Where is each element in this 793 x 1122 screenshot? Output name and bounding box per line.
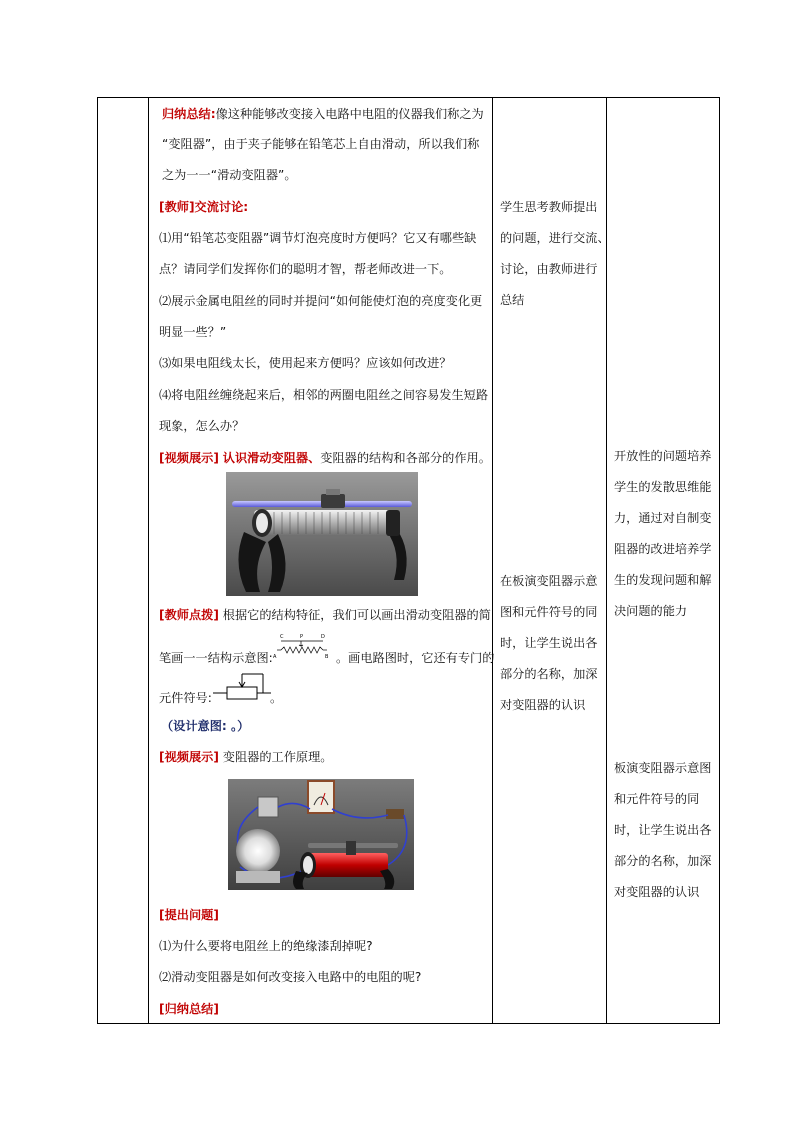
hint-text: 元件符号: <box>159 691 212 705</box>
rheostat-photo <box>226 472 418 596</box>
diagram-label-a: A <box>273 654 277 660</box>
hint-line <box>159 650 273 666</box>
diagram-label-b: B <box>325 654 329 660</box>
note-line: 部分的名称，加深 <box>614 854 712 868</box>
note-line: 对变阻器的认识 <box>614 885 700 899</box>
note-line: 和元件符号的同 <box>614 792 700 806</box>
hint-text: 笔画一一结构示意图: <box>159 651 273 665</box>
video-demo-line <box>159 749 332 765</box>
hint-line <box>159 607 491 623</box>
note-line: 生的发现问题和解 <box>614 573 712 587</box>
note-line: 总结 <box>500 293 525 307</box>
rheostat-symbol <box>213 671 271 705</box>
note-line: 板演变阻器示意图 <box>614 761 712 775</box>
hint-text: 根据它的结构特征，我们可以画出滑动变阻器的简 <box>222 608 491 622</box>
summary-tag: 归纳总结: <box>162 107 216 121</box>
note-line: 学生思考教师提出 <box>500 200 598 214</box>
video-topic: 认识滑动变阻器、 <box>222 451 321 465</box>
question-line: 现象，怎么办？ <box>159 419 245 433</box>
note-line: 讨论，由教师进行 <box>500 262 598 276</box>
student-activity-cell <box>493 98 610 1023</box>
video-tag: [视频展示] <box>159 750 219 764</box>
student-note <box>500 192 610 316</box>
note-line: 在板演变阻器示意 <box>500 574 598 588</box>
diagram-label-p: P <box>300 634 304 640</box>
note-line: 时，让学生说出各 <box>500 636 598 650</box>
note-line: 阻器的改进培养学 <box>614 542 712 556</box>
video-text: 变阻器的结构和各部分的作用。 <box>320 451 491 465</box>
discussion-tag: [教师]交流讨论: <box>159 200 249 214</box>
question-line: ⑶如果电阻线太长，使用起来方便吗？应该如何改进？ <box>159 356 452 370</box>
question-line: 点？请同学们发挥你们的聪明才智，帮老师改进一下。 <box>159 262 452 276</box>
video-text: 变阻器的工作原理。 <box>222 750 333 764</box>
question-line: 明显一些？” <box>159 325 227 339</box>
intent-note <box>614 753 712 908</box>
note-line: 的问题，进行交流、 <box>500 231 610 245</box>
summary-tag: [归纳总结] <box>159 1002 219 1016</box>
rheostat-structure-diagram <box>273 632 331 660</box>
hint-text: 。画电路图时，它还有专门的 <box>336 651 495 665</box>
raise-question-tag: [提出问题] <box>159 908 219 922</box>
hint-text: 。 <box>270 691 283 705</box>
summary-line: “变阻器”，由于夹子能够在铅笔芯上自由滑动，所以我们称 <box>162 137 480 151</box>
note-line: 部分的名称，加深 <box>500 667 598 681</box>
question-line: ⑵滑动变阻器是如何改变接入电路中的电阻的呢? <box>159 970 422 984</box>
question-line: ⑷将电阻丝缠绕起来后，相邻的两圈电阻丝之间容易发生短路 <box>159 388 489 402</box>
summary-paragraph <box>162 106 484 122</box>
diagram-label-d: D <box>321 634 325 640</box>
question-line: ⑴为什么要将电阻丝上的绝缘漆刮掉呢? <box>159 939 373 953</box>
design-intent-cell <box>607 98 720 1023</box>
note-line: 学生的发散思维能 <box>614 480 712 494</box>
hint-tag: [教师点拨] <box>159 608 219 622</box>
lesson-table <box>97 97 720 1024</box>
note-line: 时，让学生说出各 <box>614 823 712 837</box>
note-line: 对变阻器的认识 <box>500 698 586 712</box>
note-line: 力，通过对自制变 <box>614 511 712 525</box>
note-line: 决问题的能力 <box>614 604 688 618</box>
teacher-activity-cell <box>149 98 495 1023</box>
diagram-label-c: C <box>280 634 284 640</box>
hint-line <box>159 690 212 706</box>
video-demo-line <box>159 450 491 466</box>
question-line: ⑵展示金属电阻丝的同时并提问“如何能使灯泡的亮度变化更 <box>159 294 483 308</box>
intent-note <box>614 441 712 627</box>
question-line: ⑴用“铅笔芯变阻器”调节灯泡亮度时方便吗？它又有哪些缺 <box>159 231 477 245</box>
note-line: 开放性的问题培养 <box>614 449 712 463</box>
student-note <box>500 566 598 721</box>
video-tag: [视频展示] <box>159 451 219 465</box>
design-intent-note: （设计意图: 。） <box>161 719 250 733</box>
summary-line: 之为一一“滑动变阻器”。 <box>162 168 297 182</box>
summary-text: 像这种能够改变接入电路中电阻的仪器我们称之为 <box>215 107 484 121</box>
note-line: 图和元件符号的同 <box>500 605 598 619</box>
circuit-photo <box>228 779 414 890</box>
